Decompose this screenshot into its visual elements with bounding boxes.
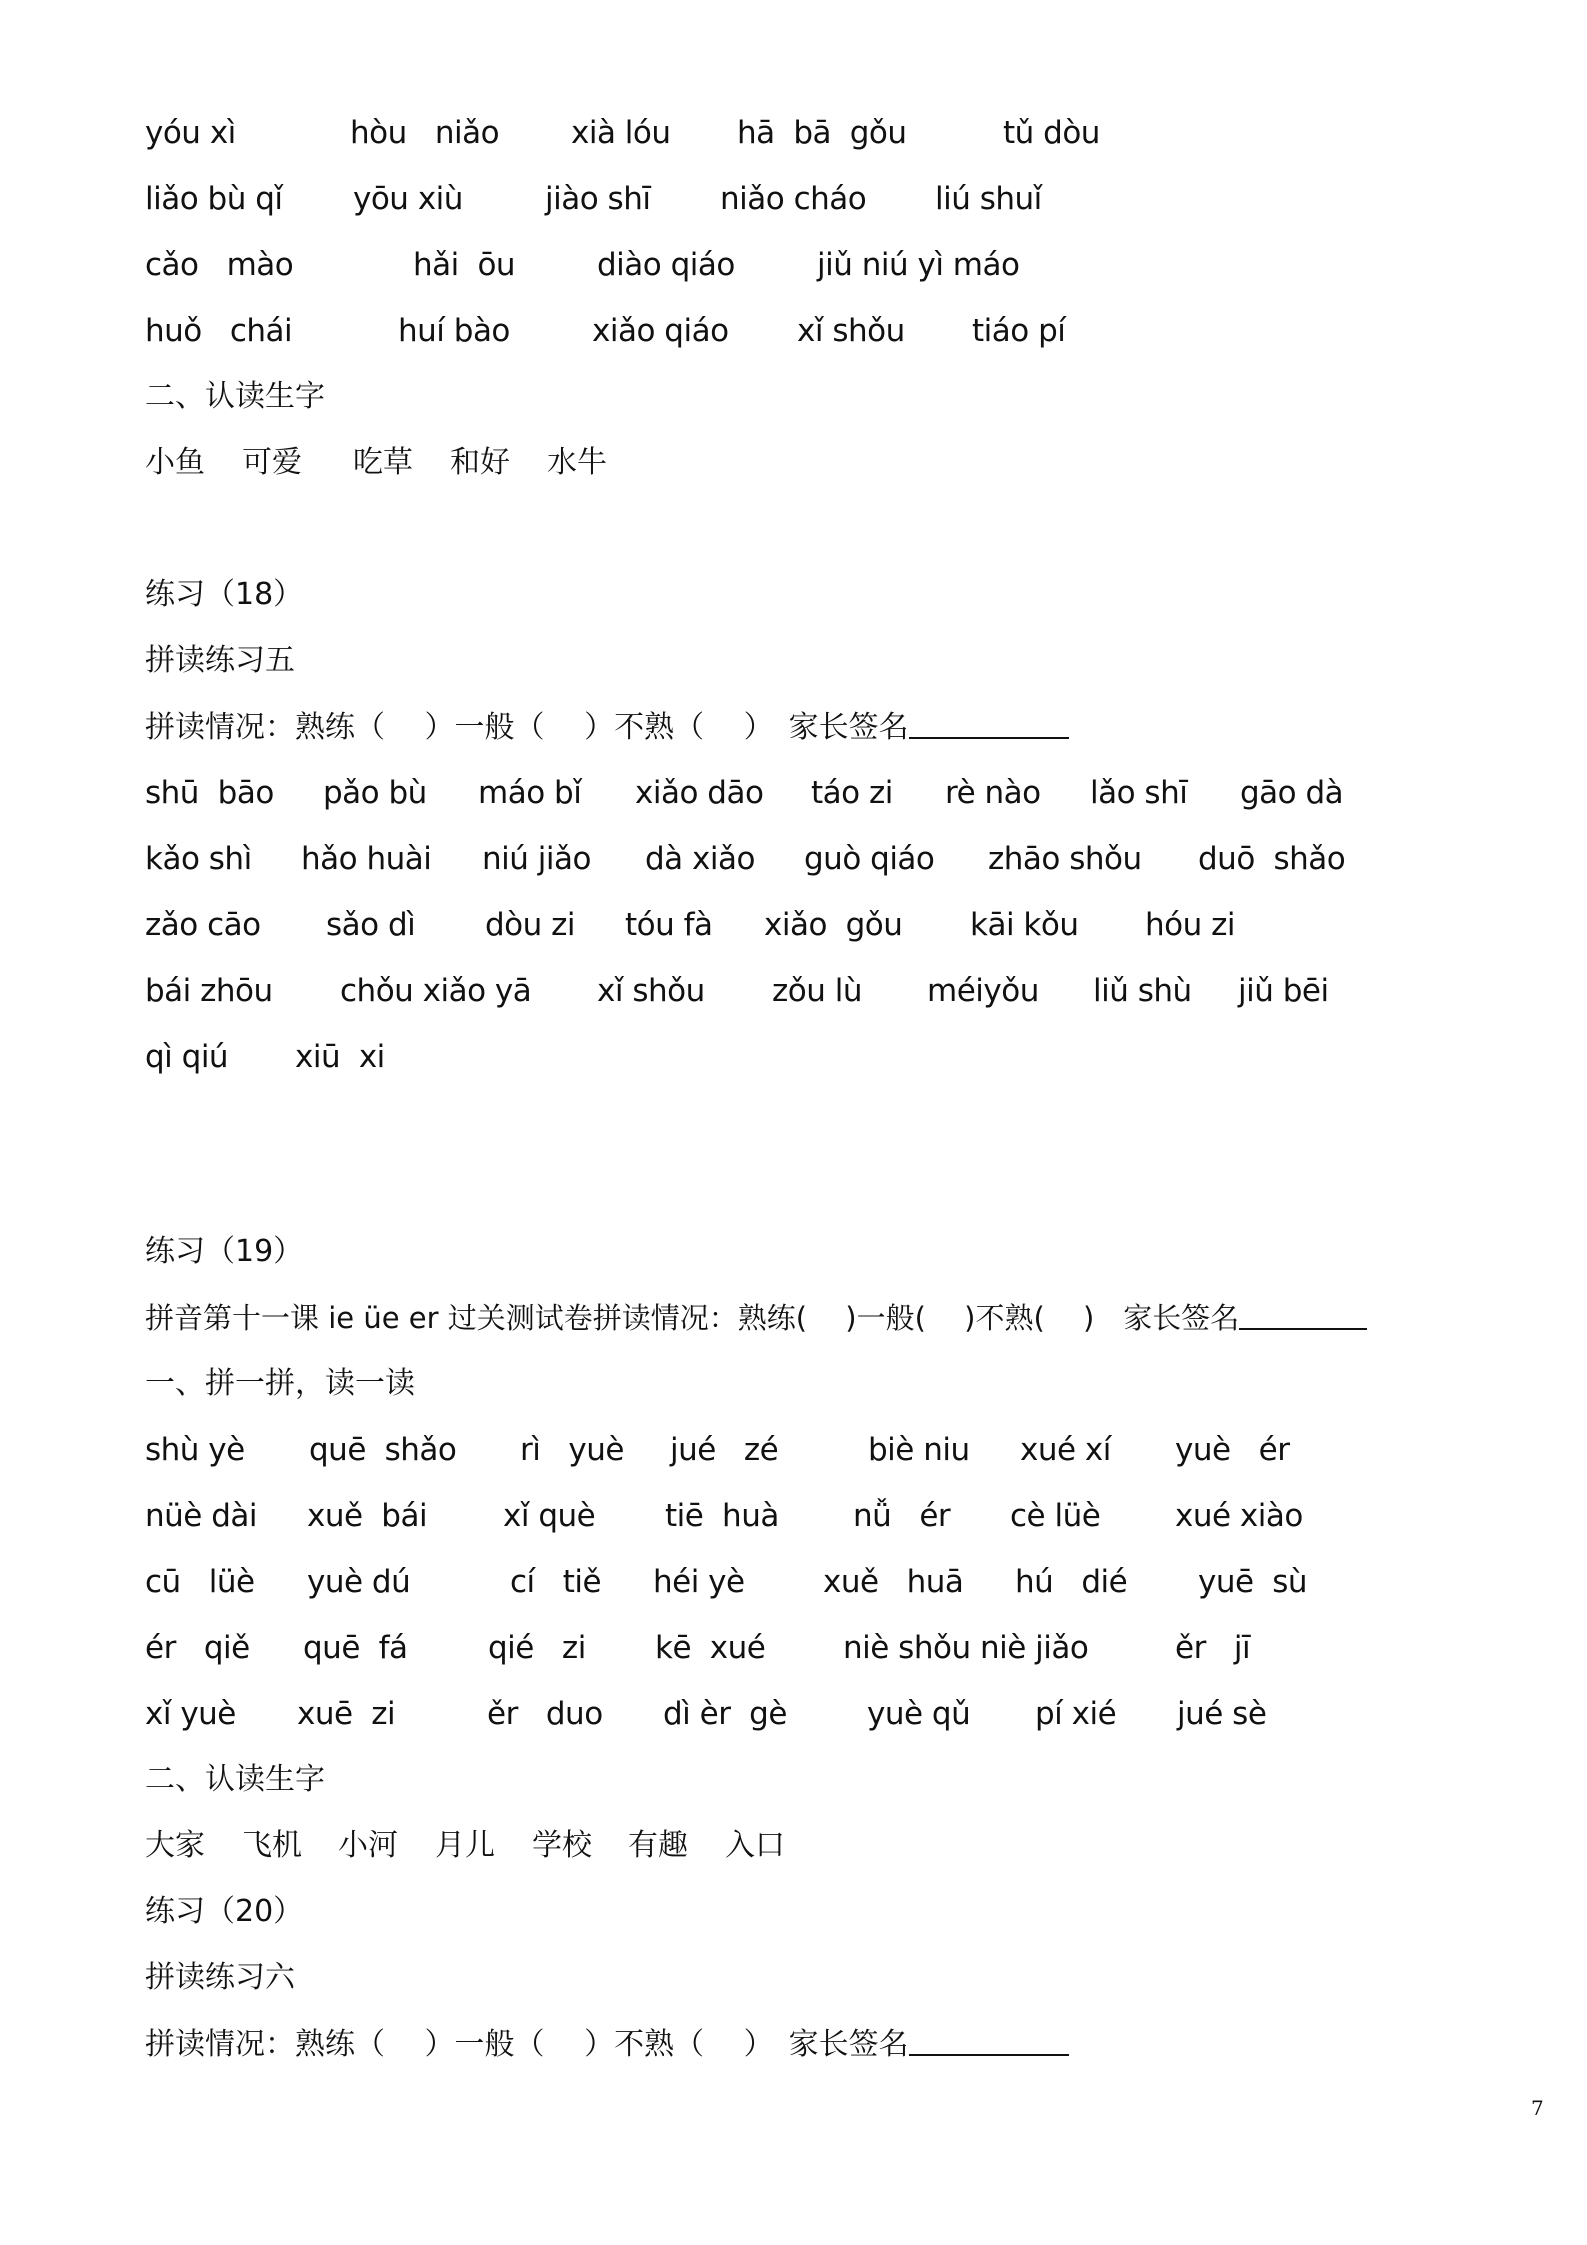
pinyin-word: zhāo shǒu <box>988 841 1142 877</box>
pinyin-word: quē shǎo <box>309 1432 457 1468</box>
pinyin-word: dòu zi <box>485 907 576 943</box>
chinese-word: 可爱 <box>242 445 302 480</box>
page-number: 7 <box>1531 2096 1544 2120</box>
pinyin-word: niè shǒu niè jiǎo <box>843 1630 1089 1666</box>
pinyin-word: ér qiě <box>145 1630 250 1666</box>
reading-status-line-18 <box>145 707 1069 747</box>
pinyin-word: huǒ chái <box>145 313 293 349</box>
exercise-title-19: 练习（19） <box>145 1234 304 1269</box>
pinyin-word: xué xiào <box>1175 1498 1303 1534</box>
pinyin-word: liú shuǐ <box>935 181 1042 217</box>
section-heading-recognize-chars: 二、认读生字 <box>145 1762 325 1797</box>
chinese-word: 小鱼 <box>145 445 205 480</box>
pinyin-word: jué zé <box>670 1432 779 1468</box>
pinyin-word: dì èr gè <box>663 1696 787 1732</box>
chinese-word: 入口 <box>725 1828 785 1863</box>
pinyin-word: qì qiú <box>145 1039 229 1075</box>
pinyin-word: ěr duo <box>487 1696 603 1732</box>
pinyin-word: tóu fà <box>625 907 713 943</box>
chinese-word: 学校 <box>532 1828 592 1863</box>
pinyin-word: máo bǐ <box>478 775 582 811</box>
chinese-word: 和好 <box>450 445 510 480</box>
pinyin-word: nǚ ér <box>853 1498 951 1534</box>
pinyin-word: hòu niǎo <box>350 115 500 151</box>
pinyin-word: héi yè <box>653 1564 745 1600</box>
pinyin-word: xiǎo qiáo <box>592 313 729 349</box>
pinyin-word: kē xué <box>655 1630 766 1666</box>
pinyin-word: niǎo cháo <box>720 181 867 217</box>
pinyin-word: yuè qǔ <box>867 1696 971 1732</box>
pinyin-word: yōu xiù <box>353 181 463 217</box>
pinyin-word: tiáo pí <box>972 313 1066 349</box>
pinyin-word: cí tiě <box>510 1564 602 1600</box>
pinyin-word: kāi kǒu <box>970 907 1079 943</box>
pinyin-word: jiào shī <box>545 181 651 217</box>
chinese-word: 水牛 <box>547 445 607 480</box>
pinyin-word: xuě bái <box>307 1498 428 1534</box>
pinyin-word: shū bāo <box>145 775 274 811</box>
pinyin-word: niú jiǎo <box>482 841 591 877</box>
pinyin-word: hú dié <box>1015 1564 1128 1600</box>
pinyin-word: ěr jī <box>1175 1630 1251 1666</box>
section-heading-spell-read: 一、拼一拼，读一读 <box>145 1366 415 1401</box>
pinyin-word: jiǔ bēi <box>1238 973 1329 1009</box>
chinese-word: 有趣 <box>628 1828 688 1863</box>
pinyin-word: xuē zi <box>297 1696 396 1732</box>
exercise-subtitle-18: 拼读练习五 <box>145 643 295 678</box>
chinese-word: 飞机 <box>242 1828 302 1863</box>
pinyin-word: diào qiáo <box>597 247 735 283</box>
parent-signature-field[interactable] <box>909 2024 1069 2056</box>
pinyin-word: liǎo bù qǐ <box>145 181 283 217</box>
parent-signature-field[interactable] <box>909 707 1069 739</box>
pinyin-word: cǎo mào <box>145 247 294 283</box>
exercise-title-20: 练习（20） <box>145 1894 304 1929</box>
reading-status-text: 拼读情况：熟练（ ）一般（ ）不熟（ ） 家长签名 <box>145 2027 909 2062</box>
chinese-word: 月儿 <box>435 1828 495 1863</box>
pinyin-word: jiǔ niú yì máo <box>817 247 1020 283</box>
pinyin-word: nüè dài <box>145 1498 258 1534</box>
pinyin-word: yuē sù <box>1198 1564 1308 1600</box>
pinyin-word: pǎo bù <box>323 775 427 811</box>
pinyin-word: tǔ dòu <box>1003 115 1100 151</box>
section-heading-recognize-chars: 二、认读生字 <box>145 379 325 414</box>
pinyin-word: duō shǎo <box>1198 841 1346 877</box>
pinyin-word: hā bā gǒu <box>737 115 907 151</box>
pinyin-word: xué xí <box>1020 1432 1111 1468</box>
pinyin-word: guò qiáo <box>804 841 935 877</box>
pinyin-word: quē fá <box>303 1630 408 1666</box>
pinyin-word: xiǎo dāo <box>635 775 764 811</box>
pinyin-word: liǔ shù <box>1093 973 1192 1009</box>
pinyin-word: yuè dú <box>307 1564 411 1600</box>
exercise-subtitle-20: 拼读练习六 <box>145 1960 295 1995</box>
chinese-word: 吃草 <box>353 445 413 480</box>
parent-signature-field[interactable] <box>1239 1298 1367 1330</box>
pinyin-word: xǐ què <box>503 1498 596 1534</box>
pinyin-word: chǒu xiǎo yā <box>340 973 532 1009</box>
pinyin-word: bái zhōu <box>145 973 273 1009</box>
chinese-word: 小河 <box>338 1828 398 1863</box>
pinyin-word: lǎo shī <box>1090 775 1188 811</box>
pinyin-word: shù yè <box>145 1432 245 1468</box>
pinyin-word: xǐ shǒu <box>597 973 705 1009</box>
pinyin-word: xǐ shǒu <box>797 313 905 349</box>
pinyin-word: táo zi <box>811 775 893 811</box>
pinyin-word: xiǎo gǒu <box>764 907 903 943</box>
pinyin-word: rè nào <box>945 775 1041 811</box>
pinyin-word: hóu zi <box>1145 907 1235 943</box>
pinyin-word: xiū xi <box>295 1039 385 1075</box>
chinese-word: 大家 <box>145 1828 205 1863</box>
pinyin-word: hǎo huài <box>301 841 432 877</box>
pinyin-word: zǎo cāo <box>145 907 261 943</box>
pinyin-word: xǐ yuè <box>145 1696 236 1732</box>
pinyin-word: jué sè <box>1177 1696 1267 1732</box>
pinyin-word: biè niu <box>868 1432 970 1468</box>
pinyin-word: huí bào <box>398 313 510 349</box>
pinyin-word: pí xié <box>1035 1696 1117 1732</box>
pinyin-word: sǎo dì <box>326 907 416 943</box>
pinyin-word: méiyǒu <box>927 973 1039 1009</box>
pinyin-word: zǒu lù <box>772 973 862 1009</box>
pinyin-word: yóu xì <box>145 115 236 151</box>
pinyin-word: qié zi <box>488 1630 586 1666</box>
pinyin-word: cè lüè <box>1010 1498 1101 1534</box>
reading-status-text: 拼读情况：熟练（ ）一般（ ）不熟（ ） 家长签名 <box>145 710 909 745</box>
pinyin-word: gāo dà <box>1240 775 1344 811</box>
pinyin-word: kǎo shì <box>145 841 252 877</box>
pinyin-word: rì yuè <box>520 1432 624 1468</box>
pinyin-word: dà xiǎo <box>645 841 755 877</box>
reading-status-line-20 <box>145 2024 1069 2064</box>
pinyin-word: tiē huà <box>665 1498 779 1534</box>
exercise-title-18: 练习（18） <box>145 577 304 612</box>
pinyin-word: xuě huā <box>823 1564 964 1600</box>
pinyin-word: yuè ér <box>1175 1432 1290 1468</box>
pinyin-word: hǎi ōu <box>413 247 516 283</box>
reading-status-line-19 <box>145 1298 1367 1338</box>
pinyin-word: cū lüè <box>145 1564 255 1600</box>
pinyin-word: xià lóu <box>571 115 671 151</box>
lesson-test-title: 拼音第十一课 ie üe er 过关测试卷拼读情况：熟练( )一般( )不熟( ) 家长签名 <box>145 1301 1240 1335</box>
